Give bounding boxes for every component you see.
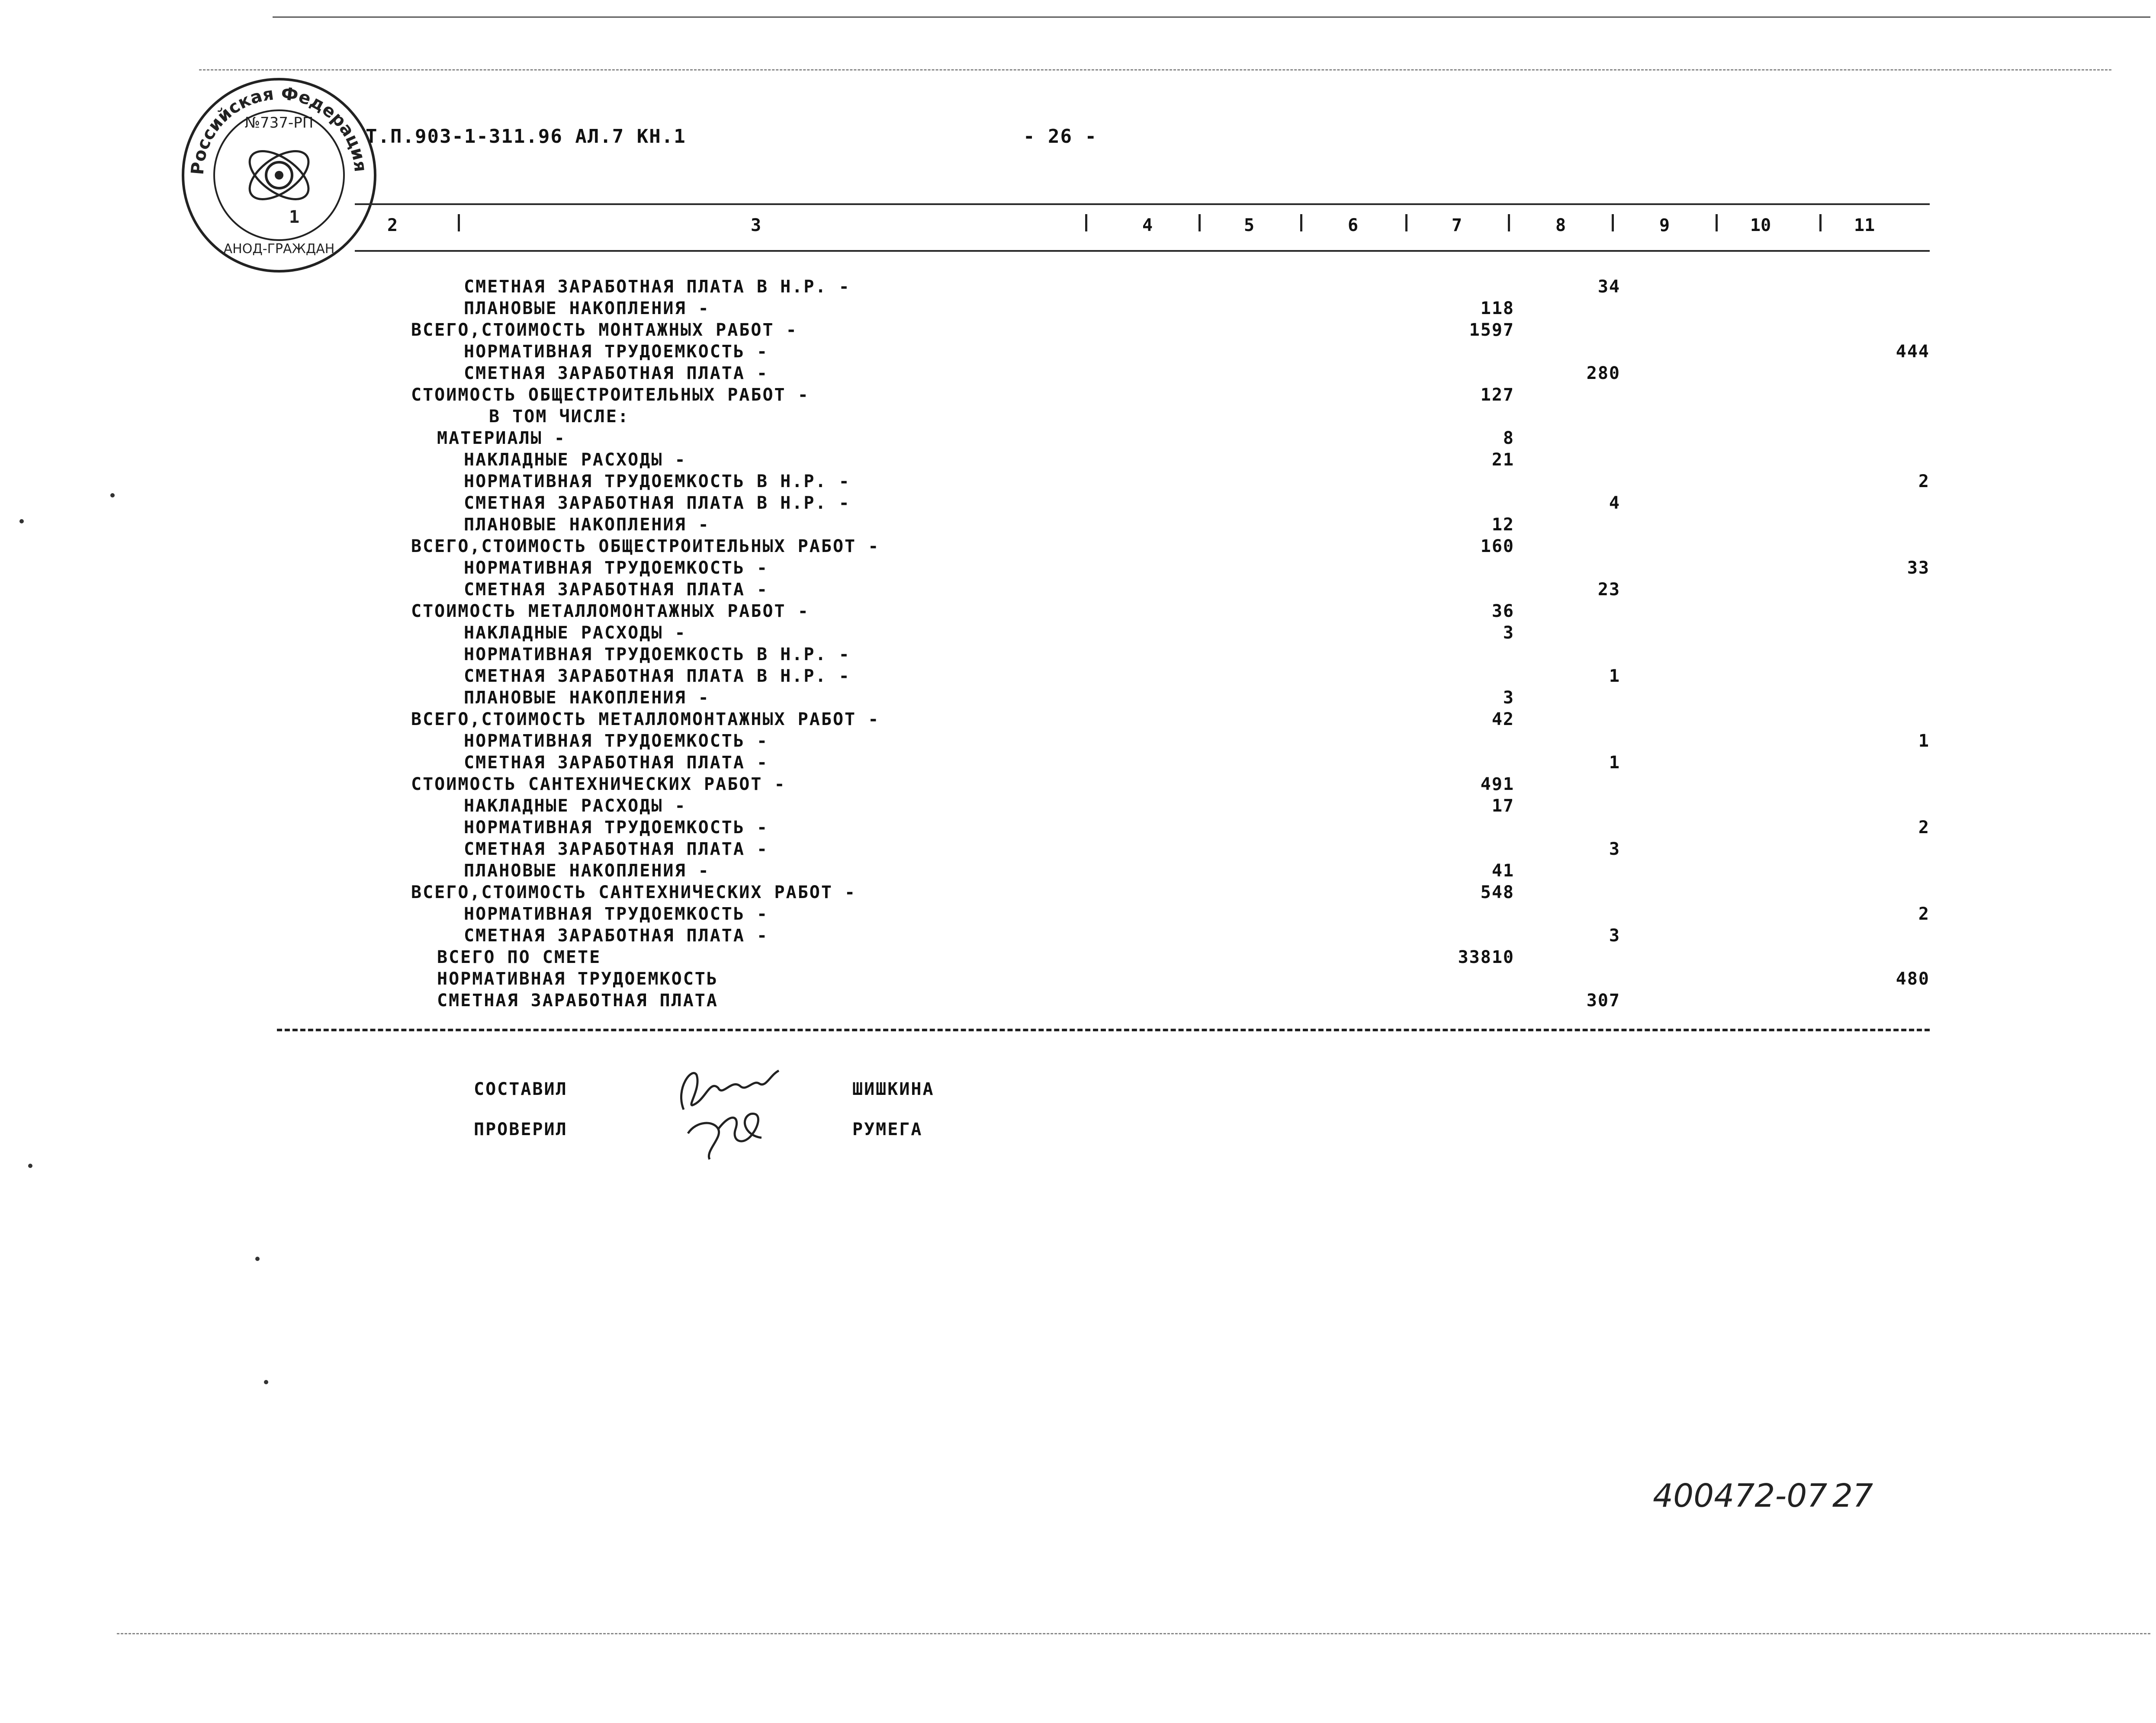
table-row xyxy=(0,320,2156,341)
row-label: НОРМАТИВНАЯ ТРУДОЕМКОСТЬ В Н.Р. - xyxy=(464,472,851,491)
row-label: ВСЕГО ПО СМЕТЕ xyxy=(437,947,601,967)
table-row xyxy=(0,601,2156,622)
row-label: ПЛАНОВЫЕ НАКОПЛЕНИЯ - xyxy=(464,688,710,708)
row-label: ПЛАНОВЫЕ НАКОПЛЕНИЯ - xyxy=(464,298,710,318)
table-row xyxy=(0,298,2156,319)
column-divider xyxy=(1085,214,1087,231)
table-row xyxy=(0,774,2156,795)
table-row xyxy=(0,839,2156,860)
row-label: ВСЕГО,СТОИМОСТЬ МЕТАЛЛОМОНТАЖНЫХ РАБОТ - xyxy=(411,709,880,729)
row-label: НОРМАТИВНАЯ ТРУДОЕМКОСТЬ - xyxy=(464,558,769,578)
wage-value: 3 xyxy=(1609,839,1620,859)
column-number-5: 5 xyxy=(1244,215,1255,235)
table-row xyxy=(0,645,2156,665)
table-row xyxy=(0,709,2156,730)
table-row xyxy=(0,947,2156,968)
table-row xyxy=(0,342,2156,363)
wage-value: 307 xyxy=(1586,991,1620,1011)
column-divider xyxy=(1405,214,1407,231)
scan-edge-line-top xyxy=(273,16,2150,18)
wage-value: 23 xyxy=(1597,580,1620,600)
scan-edge-line-bottom xyxy=(117,1633,2150,1634)
column-header-bottom-rule xyxy=(355,250,1930,252)
compiled-by-label: СОСТАВИЛ xyxy=(474,1079,568,1099)
table-end-dashed-rule xyxy=(277,1029,1930,1031)
row-label: НАКЛАДНЫЕ РАСХОДЫ - xyxy=(464,450,687,470)
cost-value: 3 xyxy=(1503,623,1514,643)
organization-stamp xyxy=(180,76,379,275)
labor-value: 480 xyxy=(1896,969,1930,989)
scan-speck xyxy=(28,1164,32,1168)
row-label: СМЕТНАЯ ЗАРАБОТНАЯ ПЛАТА - xyxy=(464,753,769,773)
wage-value: 1 xyxy=(1609,753,1620,773)
scan-speck xyxy=(19,519,24,523)
column-number-4: 4 xyxy=(1142,215,1153,235)
cost-value: 548 xyxy=(1480,882,1514,902)
row-label: НОРМАТИВНАЯ ТРУДОЕМКОСТЬ - xyxy=(464,731,769,751)
cost-value: 491 xyxy=(1480,774,1514,794)
handwritten-sheet-number: 27 xyxy=(1832,1477,1873,1514)
row-label: МАТЕРИАЛЫ - xyxy=(437,428,566,448)
column-divider xyxy=(1612,214,1614,231)
cost-value: 12 xyxy=(1491,515,1514,535)
wage-value: 4 xyxy=(1609,493,1620,513)
cost-value: 33810 xyxy=(1458,947,1514,967)
labor-value: 444 xyxy=(1896,342,1930,362)
wage-value: 1 xyxy=(1609,666,1620,686)
row-label: ПЛАНОВЫЕ НАКОПЛЕНИЯ - xyxy=(464,515,710,535)
column-number-7: 7 xyxy=(1452,215,1462,235)
cost-value: 8 xyxy=(1503,428,1514,448)
table-row xyxy=(0,904,2156,925)
row-label: СМЕТНАЯ ЗАРАБОТНАЯ ПЛАТА - xyxy=(464,363,769,383)
column-number-2: 2 xyxy=(387,215,398,235)
column-divider xyxy=(1716,214,1718,231)
checked-by-label: ПРОВЕРИЛ xyxy=(474,1120,568,1139)
scan-speck xyxy=(264,1380,268,1384)
table-row xyxy=(0,818,2156,838)
labor-value: 2 xyxy=(1918,904,1930,924)
column-divider xyxy=(1508,214,1510,231)
compiled-by-name: ШИШКИНА xyxy=(852,1079,935,1099)
table-row xyxy=(0,536,2156,557)
table-row xyxy=(0,428,2156,449)
stamp-inner-number: 1 xyxy=(289,207,300,227)
table-row xyxy=(0,688,2156,709)
table-row xyxy=(0,796,2156,817)
labor-value: 33 xyxy=(1907,558,1930,578)
column-number-10: 10 xyxy=(1750,215,1771,235)
table-row xyxy=(0,753,2156,773)
stamp-org-text: АНОД-ГРАЖДАН xyxy=(223,241,335,257)
row-label: СМЕТНАЯ ЗАРАБОТНАЯ ПЛАТА - xyxy=(464,926,769,946)
cost-value: 17 xyxy=(1491,796,1514,816)
row-label: СМЕТНАЯ ЗАРАБОТНАЯ ПЛАТА В Н.Р. - xyxy=(464,666,851,686)
table-row xyxy=(0,363,2156,384)
table-row xyxy=(0,623,2156,644)
wage-value: 34 xyxy=(1597,277,1620,297)
stamp-reg-text: №737-РП xyxy=(244,114,314,132)
column-divider xyxy=(1198,214,1201,231)
table-row xyxy=(0,991,2156,1011)
column-divider xyxy=(458,214,460,231)
column-number-3: 3 xyxy=(751,215,762,235)
row-label: НОРМАТИВНАЯ ТРУДОЕМКОСТЬ - xyxy=(464,904,769,924)
row-label: СМЕТНАЯ ЗАРАБОТНАЯ ПЛАТА В Н.Р. - xyxy=(464,493,851,513)
labor-value: 2 xyxy=(1918,818,1930,837)
row-label: НОРМАТИВНАЯ ТРУДОЕМКОСТЬ В Н.Р. - xyxy=(464,645,851,664)
row-label: СМЕТНАЯ ЗАРАБОТНАЯ ПЛАТА В Н.Р. - xyxy=(464,277,851,297)
cost-value: 1597 xyxy=(1469,320,1514,340)
table-row xyxy=(0,450,2156,471)
column-number-6: 6 xyxy=(1348,215,1359,235)
table-row xyxy=(0,493,2156,514)
stamp-outer-text: Российская Федерация xyxy=(187,83,371,176)
table-row xyxy=(0,580,2156,600)
row-label: СМЕТНАЯ ЗАРАБОТНАЯ ПЛАТА - xyxy=(464,839,769,859)
cost-value: 42 xyxy=(1491,709,1514,729)
scan-edge-line-sub xyxy=(199,69,2111,71)
table-row xyxy=(0,926,2156,947)
handwritten-doc-code: 400472-07 xyxy=(1653,1477,1828,1514)
cost-value: 36 xyxy=(1491,601,1514,621)
cost-value: 127 xyxy=(1480,385,1514,405)
table-row xyxy=(0,515,2156,536)
cost-value: 21 xyxy=(1491,450,1514,470)
cost-value: 41 xyxy=(1491,861,1514,881)
table-row xyxy=(0,472,2156,492)
checked-by-signature xyxy=(675,1103,787,1164)
cost-value: 118 xyxy=(1480,298,1514,318)
document-code: Т.П.903-1-311.96 АЛ.7 КН.1 xyxy=(366,125,686,148)
row-label: НАКЛАДНЫЕ РАСХОДЫ - xyxy=(464,623,687,643)
table-row xyxy=(0,277,2156,298)
row-label: СМЕТНАЯ ЗАРАБОТНАЯ ПЛАТА - xyxy=(464,580,769,600)
table-row xyxy=(0,969,2156,990)
stamp-emblem-icon xyxy=(241,141,317,209)
wage-value: 280 xyxy=(1586,363,1620,383)
row-label: СМЕТНАЯ ЗАРАБОТНАЯ ПЛАТА xyxy=(437,991,718,1011)
table-row xyxy=(0,558,2156,579)
column-number-8: 8 xyxy=(1555,215,1566,235)
checked-by-name: РУМЕГА xyxy=(852,1120,923,1139)
row-label: ВСЕГО,СТОИМОСТЬ САНТЕХНИЧЕСКИХ РАБОТ - xyxy=(411,882,857,902)
row-label: ВСЕГО,СТОИМОСТЬ ОБЩЕСТРОИТЕЛЬНЫХ РАБОТ - xyxy=(411,536,880,556)
cost-value: 3 xyxy=(1503,688,1514,708)
labor-value: 2 xyxy=(1918,472,1930,491)
row-label: ВСЕГО,СТОИМОСТЬ МОНТАЖНЫХ РАБОТ - xyxy=(411,320,798,340)
cost-value: 160 xyxy=(1480,536,1514,556)
table-row xyxy=(0,407,2156,427)
column-number-11: 11 xyxy=(1854,215,1875,235)
table-row xyxy=(0,882,2156,903)
page-number: - 26 - xyxy=(1023,125,1097,148)
wage-value: 3 xyxy=(1609,926,1620,946)
column-divider xyxy=(1300,214,1302,231)
column-number-9: 9 xyxy=(1659,215,1670,235)
scan-speck xyxy=(255,1257,260,1261)
row-label: СТОИМОСТЬ МЕТАЛЛОМОНТАЖНЫХ РАБОТ - xyxy=(411,601,810,621)
row-label: НОРМАТИВНАЯ ТРУДОЕМКОСТЬ - xyxy=(464,818,769,837)
row-label: НАКЛАДНЫЕ РАСХОДЫ - xyxy=(464,796,687,816)
row-label: НОРМАТИВНАЯ ТРУДОЕМКОСТЬ xyxy=(437,969,718,989)
column-divider xyxy=(1819,214,1822,231)
table-row xyxy=(0,666,2156,687)
row-label: СТОИМОСТЬ САНТЕХНИЧЕСКИХ РАБОТ - xyxy=(411,774,786,794)
labor-value: 1 xyxy=(1918,731,1930,751)
row-label: В ТОМ ЧИСЛЕ: xyxy=(489,407,630,427)
table-row xyxy=(0,731,2156,752)
scan-speck xyxy=(110,493,115,497)
row-label: ПЛАНОВЫЕ НАКОПЛЕНИЯ - xyxy=(464,861,710,881)
row-label: СТОИМОСТЬ ОБЩЕСТРОИТЕЛЬНЫХ РАБОТ - xyxy=(411,385,810,405)
table-row xyxy=(0,385,2156,406)
row-label: НОРМАТИВНАЯ ТРУДОЕМКОСТЬ - xyxy=(464,342,769,362)
table-row xyxy=(0,861,2156,882)
column-header-top-rule xyxy=(355,203,1930,205)
